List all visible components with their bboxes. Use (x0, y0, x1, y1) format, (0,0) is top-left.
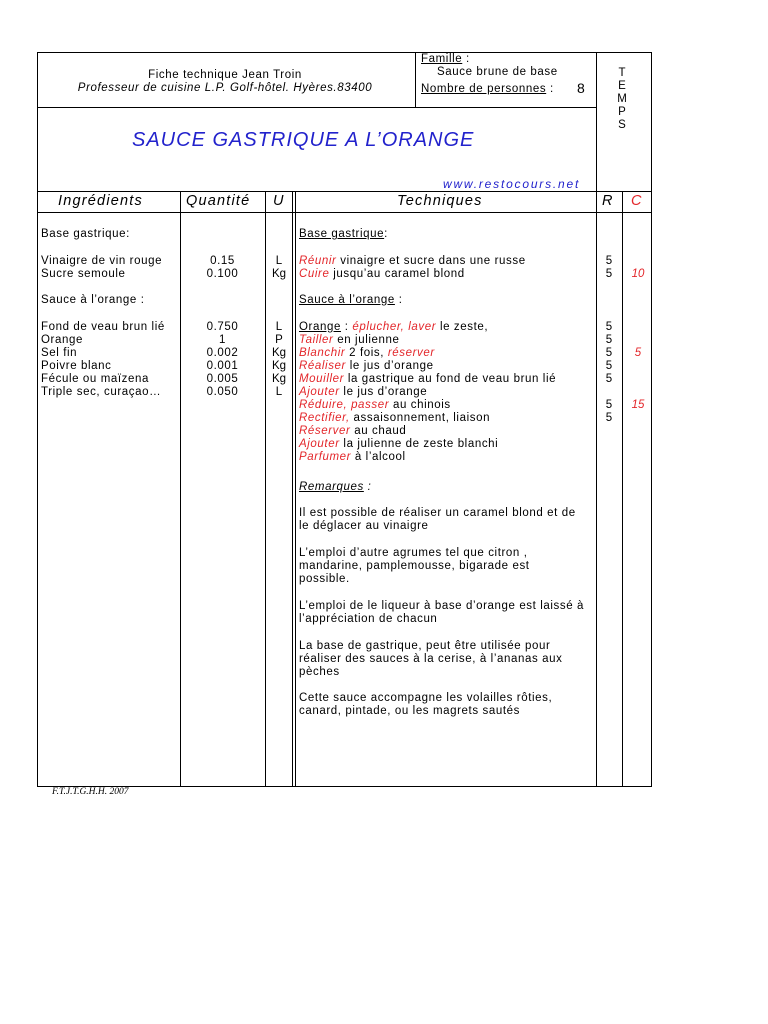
ingredient-unit: Kg (271, 268, 287, 280)
technique-orange-colon: : (340, 321, 353, 333)
recipe-title: SAUCE GASTRIQUE A L’ORANGE (132, 129, 475, 151)
col-divider-quantite (180, 191, 181, 787)
r-value: 5 (605, 255, 613, 267)
remarque-line: canard, pintade, ou les magrets sautés (299, 705, 520, 717)
ingredient-name: Fond de veau brun lié (41, 321, 165, 333)
col-header-quantite: Quantité (186, 193, 251, 209)
technique-text: à l’alcool (351, 451, 406, 463)
technique-text: au chaud (350, 425, 407, 437)
ingredient-qty: 0.15 (210, 255, 235, 267)
technique-step (299, 425, 406, 438)
technique-text: au chinois (389, 399, 451, 411)
col-divider-techniques-a (292, 191, 293, 787)
remarques-colon: : (363, 481, 372, 493)
technique-text: jusqu’au caramel blond (329, 268, 465, 280)
ingredient-qty: 1 (219, 334, 226, 346)
technique-step (299, 347, 435, 360)
remarque-line: L’emploi d’autre agrumes tel que citron , (299, 547, 528, 559)
col-header-ingredients: Ingrédients (58, 193, 143, 209)
remarques-heading (299, 481, 371, 494)
r-value: 5 (605, 321, 613, 333)
technique-verb: Réduire, passer (299, 399, 390, 411)
temps-letter-s: S (618, 119, 626, 131)
technique-step (299, 255, 526, 268)
famille-colon: : (462, 53, 470, 65)
r-value: 5 (605, 399, 613, 411)
title-bottom-line (37, 191, 652, 192)
technique-step (299, 412, 490, 425)
author-subline: Professeur de cuisine L.P. Golf-hôtel. Hyères.83400 (77, 82, 373, 94)
technique-verb-secondary: réserver (387, 347, 435, 359)
technique-text: assaisonnement, liaison (349, 412, 491, 424)
c-value: 5 (634, 347, 642, 359)
col-header-r: R (602, 193, 614, 209)
r-value: 5 (605, 412, 613, 424)
c-value: 10 (631, 268, 645, 280)
r-value: 5 (605, 268, 613, 280)
temps-letter-p: P (618, 106, 626, 118)
ingredients-section-base: Base gastrique: (41, 228, 130, 240)
technique-orange-word: Orange (299, 321, 341, 333)
technique-step (299, 438, 498, 451)
technique-verb: Blanchir (299, 347, 346, 359)
personnes-colon: : (546, 83, 554, 95)
r-value: 5 (605, 360, 613, 372)
ingredient-qty: 0.001 (206, 360, 239, 372)
remarques-label: Remarques (299, 481, 364, 493)
technique-text: vinaigre et sucre dans une russe (336, 255, 526, 267)
ingredient-name: Orange (41, 334, 83, 346)
col-divider-techniques-b (295, 191, 296, 787)
col-divider-r (596, 191, 597, 787)
famille-value: Sauce brune de base (437, 66, 558, 78)
col-header-techniques: Techniques (397, 193, 483, 209)
personnes-label: Nombre de personnes (421, 83, 547, 95)
famille-label: Famille (421, 53, 463, 65)
technique-step (299, 386, 427, 399)
ingredient-name: Vinaigre de vin rouge (41, 255, 163, 267)
c-value: 15 (631, 399, 645, 411)
technique-text: 2 fois, (345, 347, 388, 359)
author-line: Fiche technique Jean Troin (148, 69, 302, 81)
techniques-section-orange (299, 294, 403, 307)
technique-verb: Réaliser (299, 360, 346, 372)
technique-text: en julienne (333, 334, 400, 346)
technique-step (299, 451, 406, 464)
techniques-section-base (299, 228, 388, 241)
ingredient-qty: 0.002 (206, 347, 239, 359)
remarque-line: Il est possible de réaliser un caramel blond et de (299, 507, 576, 519)
temps-letter-t: T (618, 67, 626, 79)
technique-verb: Cuire (299, 268, 330, 280)
ingredients-section-orange: Sauce à l’orange : (41, 294, 145, 306)
temps-divider (596, 52, 597, 191)
technique-step (299, 321, 488, 334)
ingredient-qty: 0.100 (206, 268, 239, 280)
technique-text: le jus d’orange (339, 386, 428, 398)
remarque-line: mandarine, pamplemousse, bigarade est (299, 560, 530, 572)
r-value: 5 (605, 347, 613, 359)
col-header-unite: U (273, 193, 285, 209)
col-divider-c (622, 191, 623, 787)
r-value: 5 (605, 334, 613, 346)
famille-label-group (421, 53, 470, 66)
ingredient-unit: L (275, 255, 283, 267)
technique-step (299, 268, 465, 281)
footer-code: F.T.J.T.G.H.H. 2007 (52, 787, 129, 797)
techniques-section-base-colon: : (384, 228, 388, 240)
temps-letter-e: E (618, 80, 626, 92)
col-header-c: C (631, 193, 643, 209)
technique-step (299, 360, 434, 373)
remarque-line: l’appréciation de chacun (299, 613, 438, 625)
r-value: 5 (605, 373, 613, 385)
remarque-line: L’emploi de le liqueur à base d’orange est laissé à (299, 600, 585, 612)
remarque-line: pèches (299, 666, 340, 678)
technique-step (299, 373, 556, 386)
ingredient-unit: Kg (271, 360, 287, 372)
website-link[interactable]: www.restocours.net (443, 177, 581, 191)
technique-text: la julienne de zeste blanchi (339, 438, 499, 450)
remarque-line: le déglacer au vinaigre (299, 520, 429, 532)
technique-verb: éplucher, laver (352, 321, 437, 333)
ingredient-name: Poivre blanc (41, 360, 112, 372)
technique-text: le jus d’orange (345, 360, 434, 372)
ingredient-name: Fécule ou maïzena (41, 373, 150, 385)
remarque-line: réaliser des sauces à la cerise, à l’ananas aux (299, 653, 563, 665)
techniques-section-orange-label: Sauce à l’orange (299, 294, 395, 306)
technique-text: le zeste, (436, 321, 489, 333)
ingredient-qty: 0.050 (206, 386, 239, 398)
technique-verb: Ajouter (299, 438, 340, 450)
ingredient-unit: L (275, 321, 283, 333)
technique-verb: Réserver (299, 425, 351, 437)
ingredient-unit: Kg (271, 347, 287, 359)
technique-verb: Parfumer (299, 451, 352, 463)
technique-step (299, 334, 400, 347)
ingredient-name: Sel fin (41, 347, 78, 359)
technique-verb: Réunir (299, 255, 337, 267)
ingredient-unit: P (275, 334, 283, 346)
col-divider-unite (265, 191, 266, 787)
ingredient-unit: L (275, 386, 283, 398)
header-divider-left (415, 52, 416, 108)
technique-verb: Mouiller (299, 373, 345, 385)
technique-verb: Ajouter (299, 386, 340, 398)
remarque-line: possible. (299, 573, 350, 585)
header-bottom-line (37, 107, 596, 108)
techniques-section-base-label: Base gastrique (299, 228, 385, 240)
ingredient-qty: 0.750 (206, 321, 239, 333)
techniques-section-orange-colon: : (394, 294, 403, 306)
ingredient-name: Triple sec, curaçao… (41, 386, 162, 398)
column-header-bottom-line (37, 212, 652, 213)
ingredient-unit: Kg (271, 373, 287, 385)
ingredient-name: Sucre semoule (41, 268, 126, 280)
personnes-group (421, 83, 554, 96)
technique-verb: Tailler (299, 334, 334, 346)
technique-step (299, 399, 451, 412)
temps-letter-m: M (617, 93, 627, 105)
personnes-value: 8 (577, 80, 585, 96)
ingredient-qty: 0.005 (206, 373, 239, 385)
remarque-line: La base de gastrique, peut être utilisée pour (299, 640, 551, 652)
technique-text: la gastrique au fond de veau brun lié (344, 373, 557, 385)
technique-verb: Rectifier, (299, 412, 350, 424)
remarque-line: Cette sauce accompagne les volailles rôties, (299, 692, 553, 704)
